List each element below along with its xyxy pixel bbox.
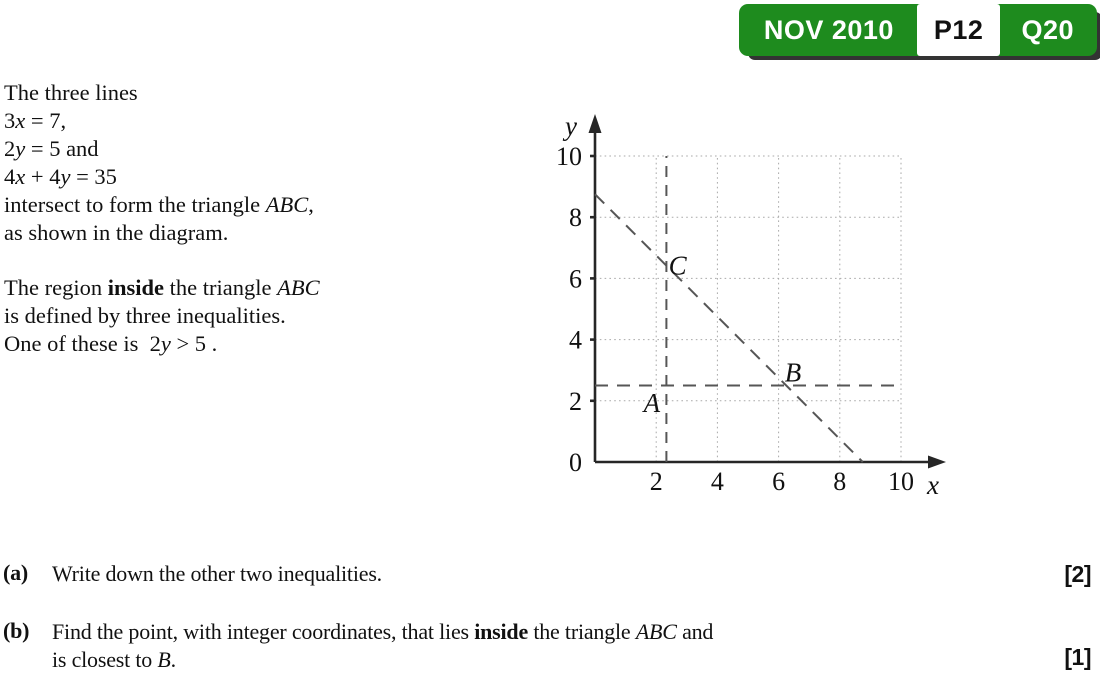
question-a-text	[52, 560, 1003, 588]
y-tick-label: 10	[556, 142, 582, 171]
vertex-label-c: C	[668, 250, 687, 281]
question-b-label: (b)	[3, 618, 30, 643]
y-tick-label: 0	[569, 448, 582, 477]
intro-paragraph-2	[4, 274, 534, 358]
statement-line: The region inside the triangle ABC	[4, 275, 320, 300]
y-tick-label: 2	[569, 386, 582, 416]
statement-line: as shown in the diagram.	[4, 220, 229, 245]
question-a-label: (a)	[3, 560, 29, 585]
y-axis-label: y	[565, 111, 577, 141]
vertex-label-b: B	[784, 357, 802, 388]
x-axis-arrow-icon	[928, 456, 946, 469]
vertex-label-a: A	[643, 388, 661, 419]
badge-session-label: NOV 2010	[763, 14, 894, 45]
statement-line: The three lines	[4, 80, 138, 105]
statement-line: One of these is 2y > 5 .	[4, 331, 218, 356]
badge-question-label: Q20	[1021, 14, 1074, 45]
x-tick-label: 6	[772, 467, 786, 496]
x-axis-label: x	[927, 470, 939, 500]
x-tick-label: 2	[649, 467, 663, 496]
question-a	[3, 560, 1003, 588]
question-b	[3, 618, 1003, 674]
question-b-line: is closest to B.	[52, 647, 176, 672]
intro-paragraph-1	[4, 79, 534, 247]
question-b-line: Find the point, with integer coordinates, that lies inside the triangle ABC and	[52, 619, 714, 644]
question-badge	[739, 4, 1097, 56]
y-tick-label: 4	[569, 325, 582, 355]
x-tick-label: 10	[888, 467, 914, 496]
statement-line: is defined by three inequalities.	[4, 303, 286, 328]
dashed-line-diagonal	[595, 194, 863, 462]
equation-line-3: 4x + 4y = 35	[4, 164, 117, 189]
y-tick-label: 8	[569, 203, 582, 233]
question-b-text	[52, 618, 1003, 674]
question-a-marks: [2]	[1064, 561, 1091, 587]
question-a-line: Write down the other two inequalities.	[52, 561, 382, 586]
x-tick-label: 8	[833, 467, 847, 496]
y-axis-arrow-icon	[589, 114, 602, 133]
triangle-abc-graph	[540, 100, 960, 515]
equation-line-1: 3x = 7,	[4, 108, 67, 133]
statement-line: intersect to form the triangle ABC,	[4, 192, 314, 217]
y-tick-label: 6	[569, 264, 582, 294]
badge-paper-label: P12	[917, 4, 1001, 56]
equation-line-2: 2y = 5 and	[4, 136, 99, 161]
problem-statement	[4, 79, 534, 358]
x-tick-label: 4	[710, 467, 724, 496]
question-b-marks: [1]	[1064, 644, 1091, 670]
